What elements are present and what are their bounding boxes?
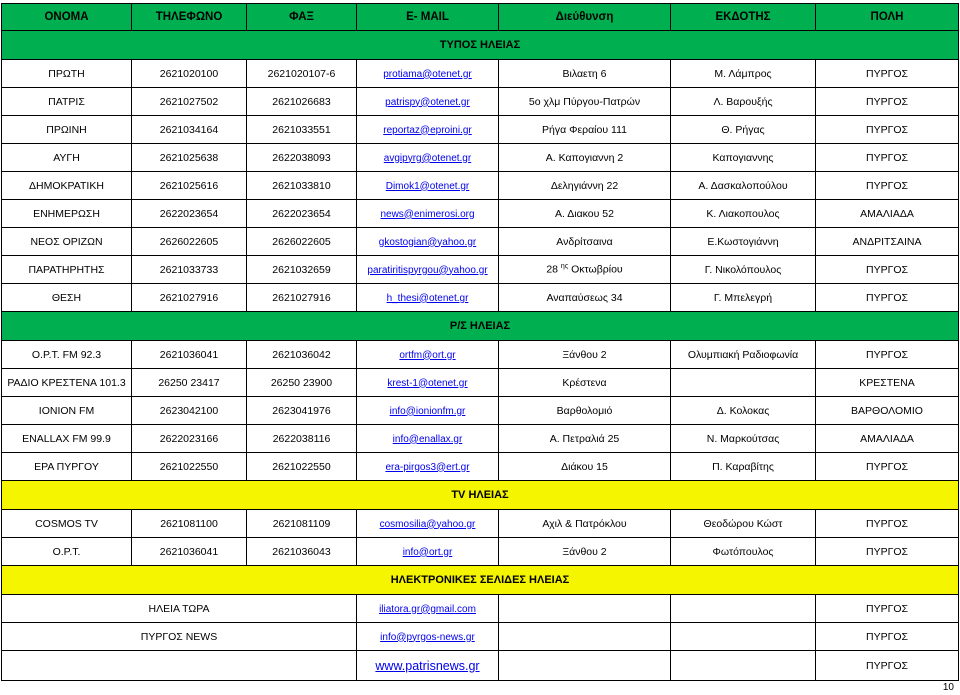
address-number: 28: [546, 263, 558, 276]
cell-fax: 2621036043: [247, 538, 357, 566]
cell-phone: 2621027502: [132, 88, 247, 116]
cell-address: [499, 651, 671, 681]
email-link[interactable]: ortfm@ort.gr: [399, 349, 456, 361]
email-link[interactable]: reportaz@eproini.gr: [383, 124, 472, 136]
cell-city: ΠΥΡΓΟΣ: [816, 538, 959, 566]
email-link[interactable]: iliatora.gr@gmail.com: [379, 603, 476, 615]
cell-address: Ανδρίτσαινα: [499, 228, 671, 256]
cell-address: Κρέστενα: [499, 369, 671, 397]
table-row: [2, 256, 959, 284]
cell-fax: 2622038093: [247, 144, 357, 172]
cell-address: Αναπαύσεως 34: [499, 284, 671, 312]
cell-email: [357, 425, 499, 453]
email-link[interactable]: info@ionionfm.gr: [389, 405, 466, 417]
cell-email: [357, 453, 499, 481]
cell-email: [357, 256, 499, 284]
cell-address: Ξάνθου 2: [499, 341, 671, 369]
cell-name: ΑΥΓΗ: [2, 144, 132, 172]
email-link[interactable]: info@ort.gr: [402, 546, 453, 558]
email-link[interactable]: avgipyrg@otenet.gr: [383, 152, 472, 164]
address-text: Οκτωβρίου: [571, 263, 623, 276]
cell-name: ΠΥΡΓΟΣ NEWS: [2, 623, 357, 651]
cell-email: [357, 397, 499, 425]
cell-publisher: Καπογιαννης: [671, 144, 816, 172]
email-link[interactable]: info@pyrgos-news.gr: [380, 631, 475, 643]
cell-email: [357, 510, 499, 538]
cell-name: ΗΛΕΙΑ ΤΩΡΑ: [2, 595, 357, 623]
cell-name: [2, 651, 357, 681]
cell-name: ΕΡΑ ΠΥΡΓΟΥ: [2, 453, 132, 481]
header-address: Διεύθυνση: [499, 4, 671, 31]
cell-phone: 2622023166: [132, 425, 247, 453]
cell-fax: 2623041976: [247, 397, 357, 425]
cell-city: ΠΥΡΓΟΣ: [816, 595, 959, 623]
table-row: [2, 284, 959, 312]
cell-phone: 2623042100: [132, 397, 247, 425]
email-link[interactable]: krest-1@otenet.gr: [387, 377, 468, 389]
table-row: [2, 116, 959, 144]
cell-phone: 2621036041: [132, 538, 247, 566]
email-link[interactable]: h_thesi@otenet.gr: [386, 292, 469, 304]
email-link[interactable]: protiama@otenet.gr: [383, 68, 472, 80]
table-row: [2, 453, 959, 481]
cell-publisher: Λ. Βαρουξής: [671, 88, 816, 116]
email-link[interactable]: era-pirgos3@ert.gr: [385, 461, 470, 473]
cell-address: Δεληγιάννη 22: [499, 172, 671, 200]
cell-email: [357, 623, 499, 651]
cell-phone: 2621027916: [132, 284, 247, 312]
email-link[interactable]: patrispy@otenet.gr: [385, 96, 470, 108]
section-press-title: ΤΥΠΟΣ ΗΛΕΙΑΣ: [2, 31, 959, 60]
cell-fax: 2621033551: [247, 116, 357, 144]
page-number: 10: [942, 682, 954, 693]
cell-phone: 2621033733: [132, 256, 247, 284]
cell-name: ΠΑΤΡΙΣ: [2, 88, 132, 116]
cell-name: ΔΗΜΟΚΡΑΤΙΚΗ: [2, 172, 132, 200]
cell-fax: 2621036042: [247, 341, 357, 369]
cell-publisher: Θεοδώρου Κώστ: [671, 510, 816, 538]
cell-email: [357, 284, 499, 312]
section-radio-title: Ρ/Σ ΗΛΕΙΑΣ: [2, 312, 959, 341]
header-row: [2, 4, 959, 31]
cell-city: ΚΡΕΣΤΕΝΑ: [816, 369, 959, 397]
email-link[interactable]: Dimok1@otenet.gr: [385, 180, 470, 192]
header-fax: ΦΑΞ: [247, 4, 357, 31]
cell-city: ΠΥΡΓΟΣ: [816, 172, 959, 200]
cell-name: ΝΕΟΣ ΟΡΙΖΩΝ: [2, 228, 132, 256]
cell-publisher: Δ. Κολοκας: [671, 397, 816, 425]
cell-phone: 2621025616: [132, 172, 247, 200]
cell-phone: 2626022605: [132, 228, 247, 256]
cell-email: [357, 595, 499, 623]
cell-publisher: Π. Καραβίτης: [671, 453, 816, 481]
cell-city: ΠΥΡΓΟΣ: [816, 510, 959, 538]
section-press: [2, 31, 959, 60]
cell-phone: 26250 23417: [132, 369, 247, 397]
cell-publisher: Κ. Λιακοπουλος: [671, 200, 816, 228]
cell-fax: 2621020107-6: [247, 60, 357, 88]
cell-email: [357, 60, 499, 88]
cell-fax: 2621026683: [247, 88, 357, 116]
cell-publisher: Φωτόπουλος: [671, 538, 816, 566]
email-link[interactable]: news@enimerosi.org: [380, 208, 475, 220]
cell-publisher: Α. Δασκαλοπούλου: [671, 172, 816, 200]
table-row: [2, 595, 959, 623]
cell-name: Ο.Ρ.Τ.: [2, 538, 132, 566]
table-row: [2, 425, 959, 453]
cell-phone: 2621025638: [132, 144, 247, 172]
cell-email: [357, 200, 499, 228]
cell-city: ΠΥΡΓΟΣ: [816, 144, 959, 172]
cell-name: ΙΟΝΙΟΝ FM: [2, 397, 132, 425]
header-city: ΠΟΛΗ: [816, 4, 959, 31]
cell-address: Βιλαετη 6: [499, 60, 671, 88]
cell-city: ΠΥΡΓΟΣ: [816, 256, 959, 284]
cell-fax: 2621022550: [247, 453, 357, 481]
cell-publisher: [671, 595, 816, 623]
cell-address: Ξάνθου 2: [499, 538, 671, 566]
cell-address: [499, 623, 671, 651]
cell-city: ΠΥΡΓΟΣ: [816, 284, 959, 312]
cell-city: ΒΑΡΘΟΛΟΜΙΟ: [816, 397, 959, 425]
table-row: [2, 651, 959, 681]
cell-publisher: [671, 623, 816, 651]
cell-name: ΠΡΩΤΗ: [2, 60, 132, 88]
cell-email: [357, 369, 499, 397]
cell-address: Α. Καπογιαννη 2: [499, 144, 671, 172]
cell-address: Βαρθολομιό: [499, 397, 671, 425]
section-web-title: ΗΛΕΚΤΡΟΝΙΚΕΣ ΣΕΛΙΔΕΣ ΗΛΕΙΑΣ: [2, 566, 959, 595]
cell-name: COSMOS TV: [2, 510, 132, 538]
website-link[interactable]: www.patrisnews.gr: [375, 658, 480, 673]
cell-address: Ρήγα Φεραίου 111: [499, 116, 671, 144]
header-phone: ΤΗΛΕΦΩΝΟ: [132, 4, 247, 31]
cell-email: [357, 228, 499, 256]
cell-email: [357, 144, 499, 172]
cell-city: ΠΥΡΓΟΣ: [816, 453, 959, 481]
cell-email: [357, 88, 499, 116]
table-row: [2, 172, 959, 200]
table-row: [2, 200, 959, 228]
section-tv: [2, 481, 959, 510]
cell-phone: 2621081100: [132, 510, 247, 538]
table-row: [2, 510, 959, 538]
table-row: [2, 60, 959, 88]
table-row: [2, 397, 959, 425]
cell-city: ΠΥΡΓΟΣ: [816, 341, 959, 369]
cell-fax: 2622023654: [247, 200, 357, 228]
cell-email: [357, 651, 499, 681]
section-tv-title: TV ΗΛΕΙΑΣ: [2, 481, 959, 510]
cell-address: Διάκου 15: [499, 453, 671, 481]
section-radio: [2, 312, 959, 341]
cell-city: ΠΥΡΓΟΣ: [816, 60, 959, 88]
section-web: [2, 566, 959, 595]
cell-name: ΠΡΩΙΝΗ: [2, 116, 132, 144]
cell-email: [357, 341, 499, 369]
cell-address: [499, 256, 671, 284]
cell-city: ΑΝΔΡΙΤΣΑΙΝΑ: [816, 228, 959, 256]
cell-city: ΠΥΡΓΟΣ: [816, 88, 959, 116]
cell-publisher: Γ. Μπελεγρή: [671, 284, 816, 312]
cell-fax: 2621032659: [247, 256, 357, 284]
table-row: [2, 623, 959, 651]
cell-address: Αχιλ & Πατρόκλου: [499, 510, 671, 538]
address-suffix: ης: [560, 263, 569, 271]
cell-fax: 2621081109: [247, 510, 357, 538]
cell-fax: 2622038116: [247, 425, 357, 453]
email-link[interactable]: info@enallax.gr: [392, 433, 463, 445]
cell-address: Α. Πετραλιά 25: [499, 425, 671, 453]
cell-name: ΕΝΗΜΕΡΩΣΗ: [2, 200, 132, 228]
cell-name: ΡΑΔΙΟ ΚΡΕΣΤΕΝΑ 101.3: [2, 369, 132, 397]
cell-phone: 2621020100: [132, 60, 247, 88]
email-link[interactable]: cosmosilia@yahoo.gr: [379, 518, 476, 530]
cell-phone: 2622023654: [132, 200, 247, 228]
cell-name: Ο.Ρ.Τ. FM 92.3: [2, 341, 132, 369]
table-row: [2, 369, 959, 397]
cell-phone: 2621034164: [132, 116, 247, 144]
cell-city: ΠΥΡΓΟΣ: [816, 623, 959, 651]
cell-name: ENALLAX FM 99.9: [2, 425, 132, 453]
email-link[interactable]: gkostogian@yahoo.gr: [378, 236, 477, 248]
cell-address: Α. Διακου 52: [499, 200, 671, 228]
cell-city: ΠΥΡΓΟΣ: [816, 116, 959, 144]
cell-address: [499, 595, 671, 623]
table-row: [2, 341, 959, 369]
table-row: [2, 144, 959, 172]
media-contacts-table: [1, 3, 959, 681]
cell-name: ΘΕΣΗ: [2, 284, 132, 312]
cell-publisher: Ν. Μαρκούτσας: [671, 425, 816, 453]
cell-fax: 2621033810: [247, 172, 357, 200]
cell-phone: 2621022550: [132, 453, 247, 481]
cell-name: ΠΑΡΑΤΗΡΗΤΗΣ: [2, 256, 132, 284]
cell-publisher: Μ. Λάμπρος: [671, 60, 816, 88]
cell-publisher: Θ. Ρήγας: [671, 116, 816, 144]
cell-publisher: [671, 369, 816, 397]
table-row: [2, 538, 959, 566]
cell-fax: 2621027916: [247, 284, 357, 312]
header-publisher: ΕΚΔΟΤΗΣ: [671, 4, 816, 31]
header-name: ΟΝΟΜΑ: [2, 4, 132, 31]
cell-publisher: Ολυμπιακή Ραδιοφωνία: [671, 341, 816, 369]
email-link[interactable]: paratiritispyrgou@yahoo.gr: [367, 264, 488, 276]
cell-publisher: Ε.Κωστογιάννη: [671, 228, 816, 256]
cell-city: ΑΜΑΛΙΑΔΑ: [816, 425, 959, 453]
cell-fax: 2626022605: [247, 228, 357, 256]
cell-publisher: [671, 651, 816, 681]
cell-city: ΠΥΡΓΟΣ: [816, 651, 959, 681]
cell-fax: 26250 23900: [247, 369, 357, 397]
header-email: Ε- MAIL: [357, 4, 499, 31]
table-row: [2, 228, 959, 256]
table-row: [2, 88, 959, 116]
cell-email: [357, 538, 499, 566]
cell-phone: 2621036041: [132, 341, 247, 369]
cell-email: [357, 116, 499, 144]
cell-address: 5ο χλμ Πύργου-Πατρών: [499, 88, 671, 116]
cell-email: [357, 172, 499, 200]
cell-city: ΑΜΑΛΙΑΔΑ: [816, 200, 959, 228]
cell-publisher: Γ. Νικολόπουλος: [671, 256, 816, 284]
